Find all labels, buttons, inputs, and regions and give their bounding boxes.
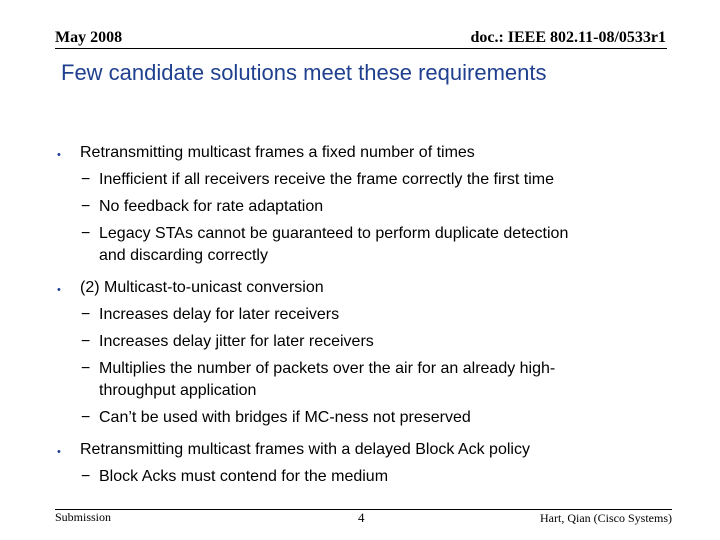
bullet-text: Retransmitting multicast frames with a delayed Block Ack policy	[80, 441, 530, 458]
sub-item	[57, 169, 677, 191]
dash-icon: −	[81, 198, 91, 215]
sub-item	[57, 358, 677, 402]
header-doc-id: doc.: IEEE 802.11-08/0533r1	[470, 29, 666, 46]
header-divider	[55, 48, 667, 49]
dash-icon: −	[81, 360, 91, 377]
sub-text: Increases delay for later receivers	[99, 306, 340, 323]
sub-item	[57, 304, 677, 326]
dash-icon: −	[81, 225, 91, 242]
sub-item	[57, 196, 677, 218]
sub-item	[57, 407, 677, 429]
sub-item	[57, 331, 677, 353]
dash-icon: −	[81, 333, 91, 350]
bullet-text: Retransmitting multicast frames a fixed number of times	[80, 144, 475, 161]
sub-text: Block Acks must contend for the medium	[99, 468, 389, 485]
sub-text: Legacy STAs cannot be guaranteed to perform duplicate detection	[99, 225, 569, 242]
bullet-item	[57, 277, 677, 429]
dash-icon: −	[81, 306, 91, 323]
sub-text: Increases delay jitter for later receivers	[99, 333, 374, 350]
sub-item	[57, 466, 677, 488]
dash-icon: −	[81, 409, 91, 426]
bullet-icon: •	[57, 284, 61, 296]
sub-text: Inefficient if all receivers receive the frame correctly the first time	[99, 171, 554, 188]
slide-title: Few candidate solutions meet these requirements	[61, 60, 547, 85]
bullet-icon: •	[57, 446, 61, 458]
page-number: 4	[358, 510, 365, 525]
sub-text: Multiplies the number of packets over the air for an already high-	[99, 360, 556, 377]
dash-icon: −	[81, 468, 91, 485]
bullet-text: (2) Multicast-to-unicast conversion	[80, 279, 324, 296]
header-date: May 2008	[55, 29, 123, 46]
sub-text: No feedback for rate adaptation	[99, 198, 324, 215]
bullet-item	[57, 439, 677, 488]
slide-body	[57, 142, 677, 488]
footer-authors: Hart, Qian (Cisco Systems)	[540, 511, 672, 525]
sub-text: Can’t be used with bridges if MC-ness not preserved	[99, 409, 471, 426]
footer-submission: Submission	[55, 510, 112, 524]
sub-item	[57, 223, 677, 267]
bullet-item	[57, 142, 677, 267]
dash-icon: −	[81, 171, 91, 188]
bullet-icon: •	[57, 149, 61, 161]
sub-text-cont: throughput application	[99, 382, 257, 399]
sub-text-cont: and discarding correctly	[99, 247, 268, 264]
